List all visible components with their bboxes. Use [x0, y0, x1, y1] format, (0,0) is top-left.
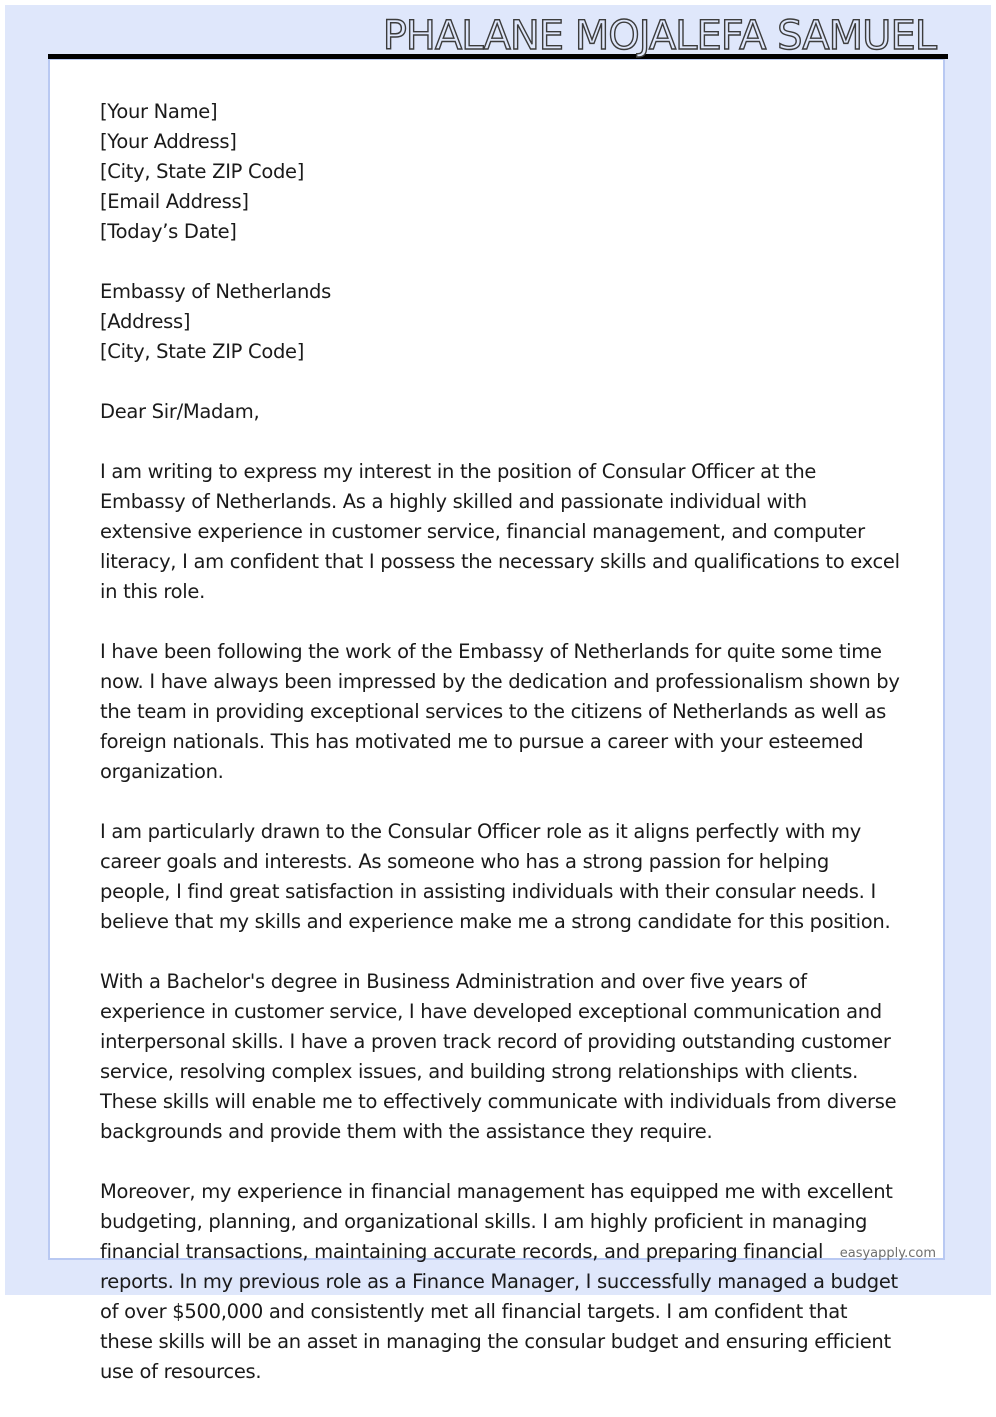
recipient-org: Embassy of Netherlands: [100, 280, 331, 303]
paragraph-2: I have been following the work of the Embassy of Netherlands for quite some time now. I have always been impressed by the dedication and professionalism shown by the team in providing exceptional services to the citizens of Netherlands as well as foreign nationals. This has motivated me to pursue a career with your esteemed organization.: [100, 640, 900, 783]
paragraph-5: Moreover, my experience in financial management has equipped me with excellent budgeting, planning, and organizational skills. I am highly proficient in managing financial transactions, maintaining accurate records, and preparing financial reports. In my previous role as a Finance Manager, I successfully managed a budget of over $500,000 and consistently met all financial targets. I am confident that these skills will be an asset in managing the consular budget and ensuring efficient use of resources.: [100, 1180, 898, 1383]
sender-email: [Email Address]: [100, 190, 249, 213]
recipient-city: [City, State ZIP Code]: [100, 340, 305, 363]
sender-name: [Your Name]: [100, 100, 218, 123]
recipient-address: [Address]: [100, 310, 191, 333]
sender-block: [100, 97, 900, 247]
watermark-text: easyapply.com: [839, 1246, 936, 1261]
paragraph-4: With a Bachelor's degree in Business Administration and over five years of experience in customer service, I have developed exceptional communication and interpersonal skills. I have a proven track record of providing outstanding customer service, resolving complex issues, and building strong relationships with clients. These skills will enable me to effectively communicate with individuals from diverse backgrounds and provide them with the assistance they require.: [100, 970, 897, 1143]
sender-date: [Today’s Date]: [100, 220, 237, 243]
sender-city: [City, State ZIP Code]: [100, 160, 305, 183]
salutation: [100, 397, 900, 427]
paragraph-1: I am writing to express my interest in the position of Consular Officer at the Embassy of Netherlands. As a highly skilled and passionate individual with extensive experience in customer service, financial management, and computer literacy, I am confident that I possess the necessary skills and qualifications to excel in this role.: [100, 460, 900, 603]
recipient-block: [100, 277, 900, 367]
salutation-text: Dear Sir/Madam,: [100, 400, 260, 423]
sender-address: [Your Address]: [100, 130, 237, 153]
paragraph-3: I am particularly drawn to the Consular Officer role as it aligns perfectly with my career goals and interests. As someone who has a strong passion for helping people, I find great satisfaction in assisting individuals with their consular needs. I believe that my skills and experience make me a strong candidate for this position.: [100, 820, 891, 933]
cover-letter-body: [100, 97, 900, 1417]
applicant-name-heading: PHALANE MOJALEFA SAMUEL: [382, 13, 936, 59]
